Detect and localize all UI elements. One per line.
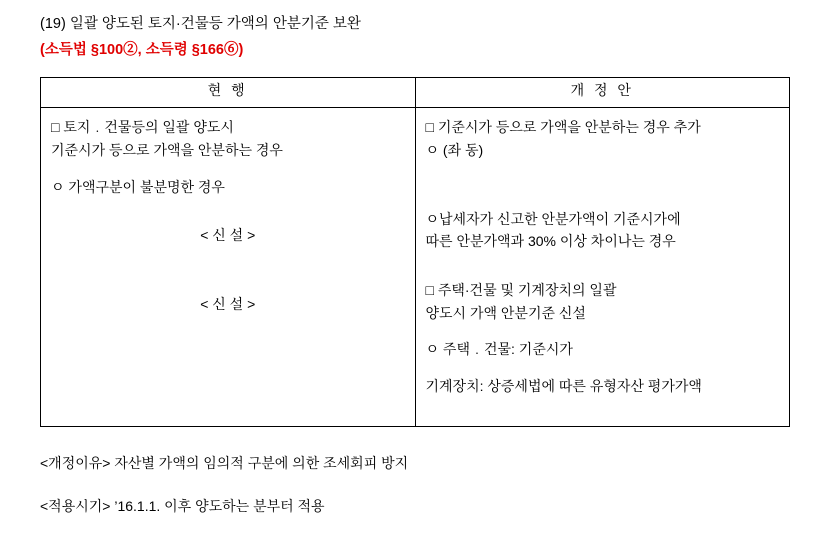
spacer (51, 273, 405, 293)
spacer (51, 198, 405, 224)
amended-line-4: 따른 안분가액과 30% 이상 차이나는 경우 (425, 233, 676, 250)
column-header-amended: 개 정 안 (415, 78, 790, 108)
footnote-reason: <개정이유> 자산별 가액의 임의적 구분에 의한 조세회피 방지 (40, 455, 409, 472)
spacer (426, 361, 780, 375)
table-header-row (41, 78, 790, 108)
current-line-1: □ 토지﹒건물등의 일괄 양도시 (51, 119, 234, 136)
spacer (51, 162, 405, 176)
amended-line-1: □ 기준시가 등으로 가액을 안분하는 경우 추가 (425, 119, 701, 136)
amended-line-8: 기계장치: 상증세법에 따른 유형자산 평가가액 (425, 378, 702, 394)
footnotes (40, 453, 793, 517)
page-title: (19) 일괄 양도된 토지·건물등 가액의 안분기준 보완 (40, 16, 361, 32)
spacer (426, 188, 780, 208)
amended-line-2: ㅇ (좌 동) (425, 141, 484, 158)
current-line-2: 기준시가 등으로 가액을 안분하는 경우 (51, 141, 283, 158)
current-new-marker-1: < 신 설 > (200, 227, 256, 244)
table-row (41, 108, 790, 427)
comparison-table (40, 77, 790, 427)
spacer (51, 247, 405, 273)
spacer (426, 324, 780, 338)
spacer (426, 253, 780, 279)
amended-line-5: □ 주택·건물 및 기계장치의 일괄 (425, 281, 617, 298)
cell-current-provision (41, 108, 416, 427)
current-line-3: ㅇ 가액구분이 불분명한 경우 (51, 178, 225, 195)
current-new-marker-2: < 신 설 > (200, 295, 256, 312)
cell-amended-provision (415, 108, 790, 427)
law-reference: (소득법 §100②, 소득령 §166⑥) (40, 42, 244, 59)
footnote-effective-date: <적용시기> ’16.1.1. 이후 양도하는 분부터 적용 (40, 498, 325, 515)
amended-line-3: ㅇ납세자가 신고한 안분가액이 기준시가에 (425, 210, 681, 227)
column-header-current: 현 행 (41, 78, 416, 108)
amended-line-6: 양도시 가액 안분기준 신설 (425, 304, 586, 321)
amended-line-7: ㅇ 주택﹒건물: 기준시가 (425, 341, 573, 358)
spacer (426, 162, 780, 188)
